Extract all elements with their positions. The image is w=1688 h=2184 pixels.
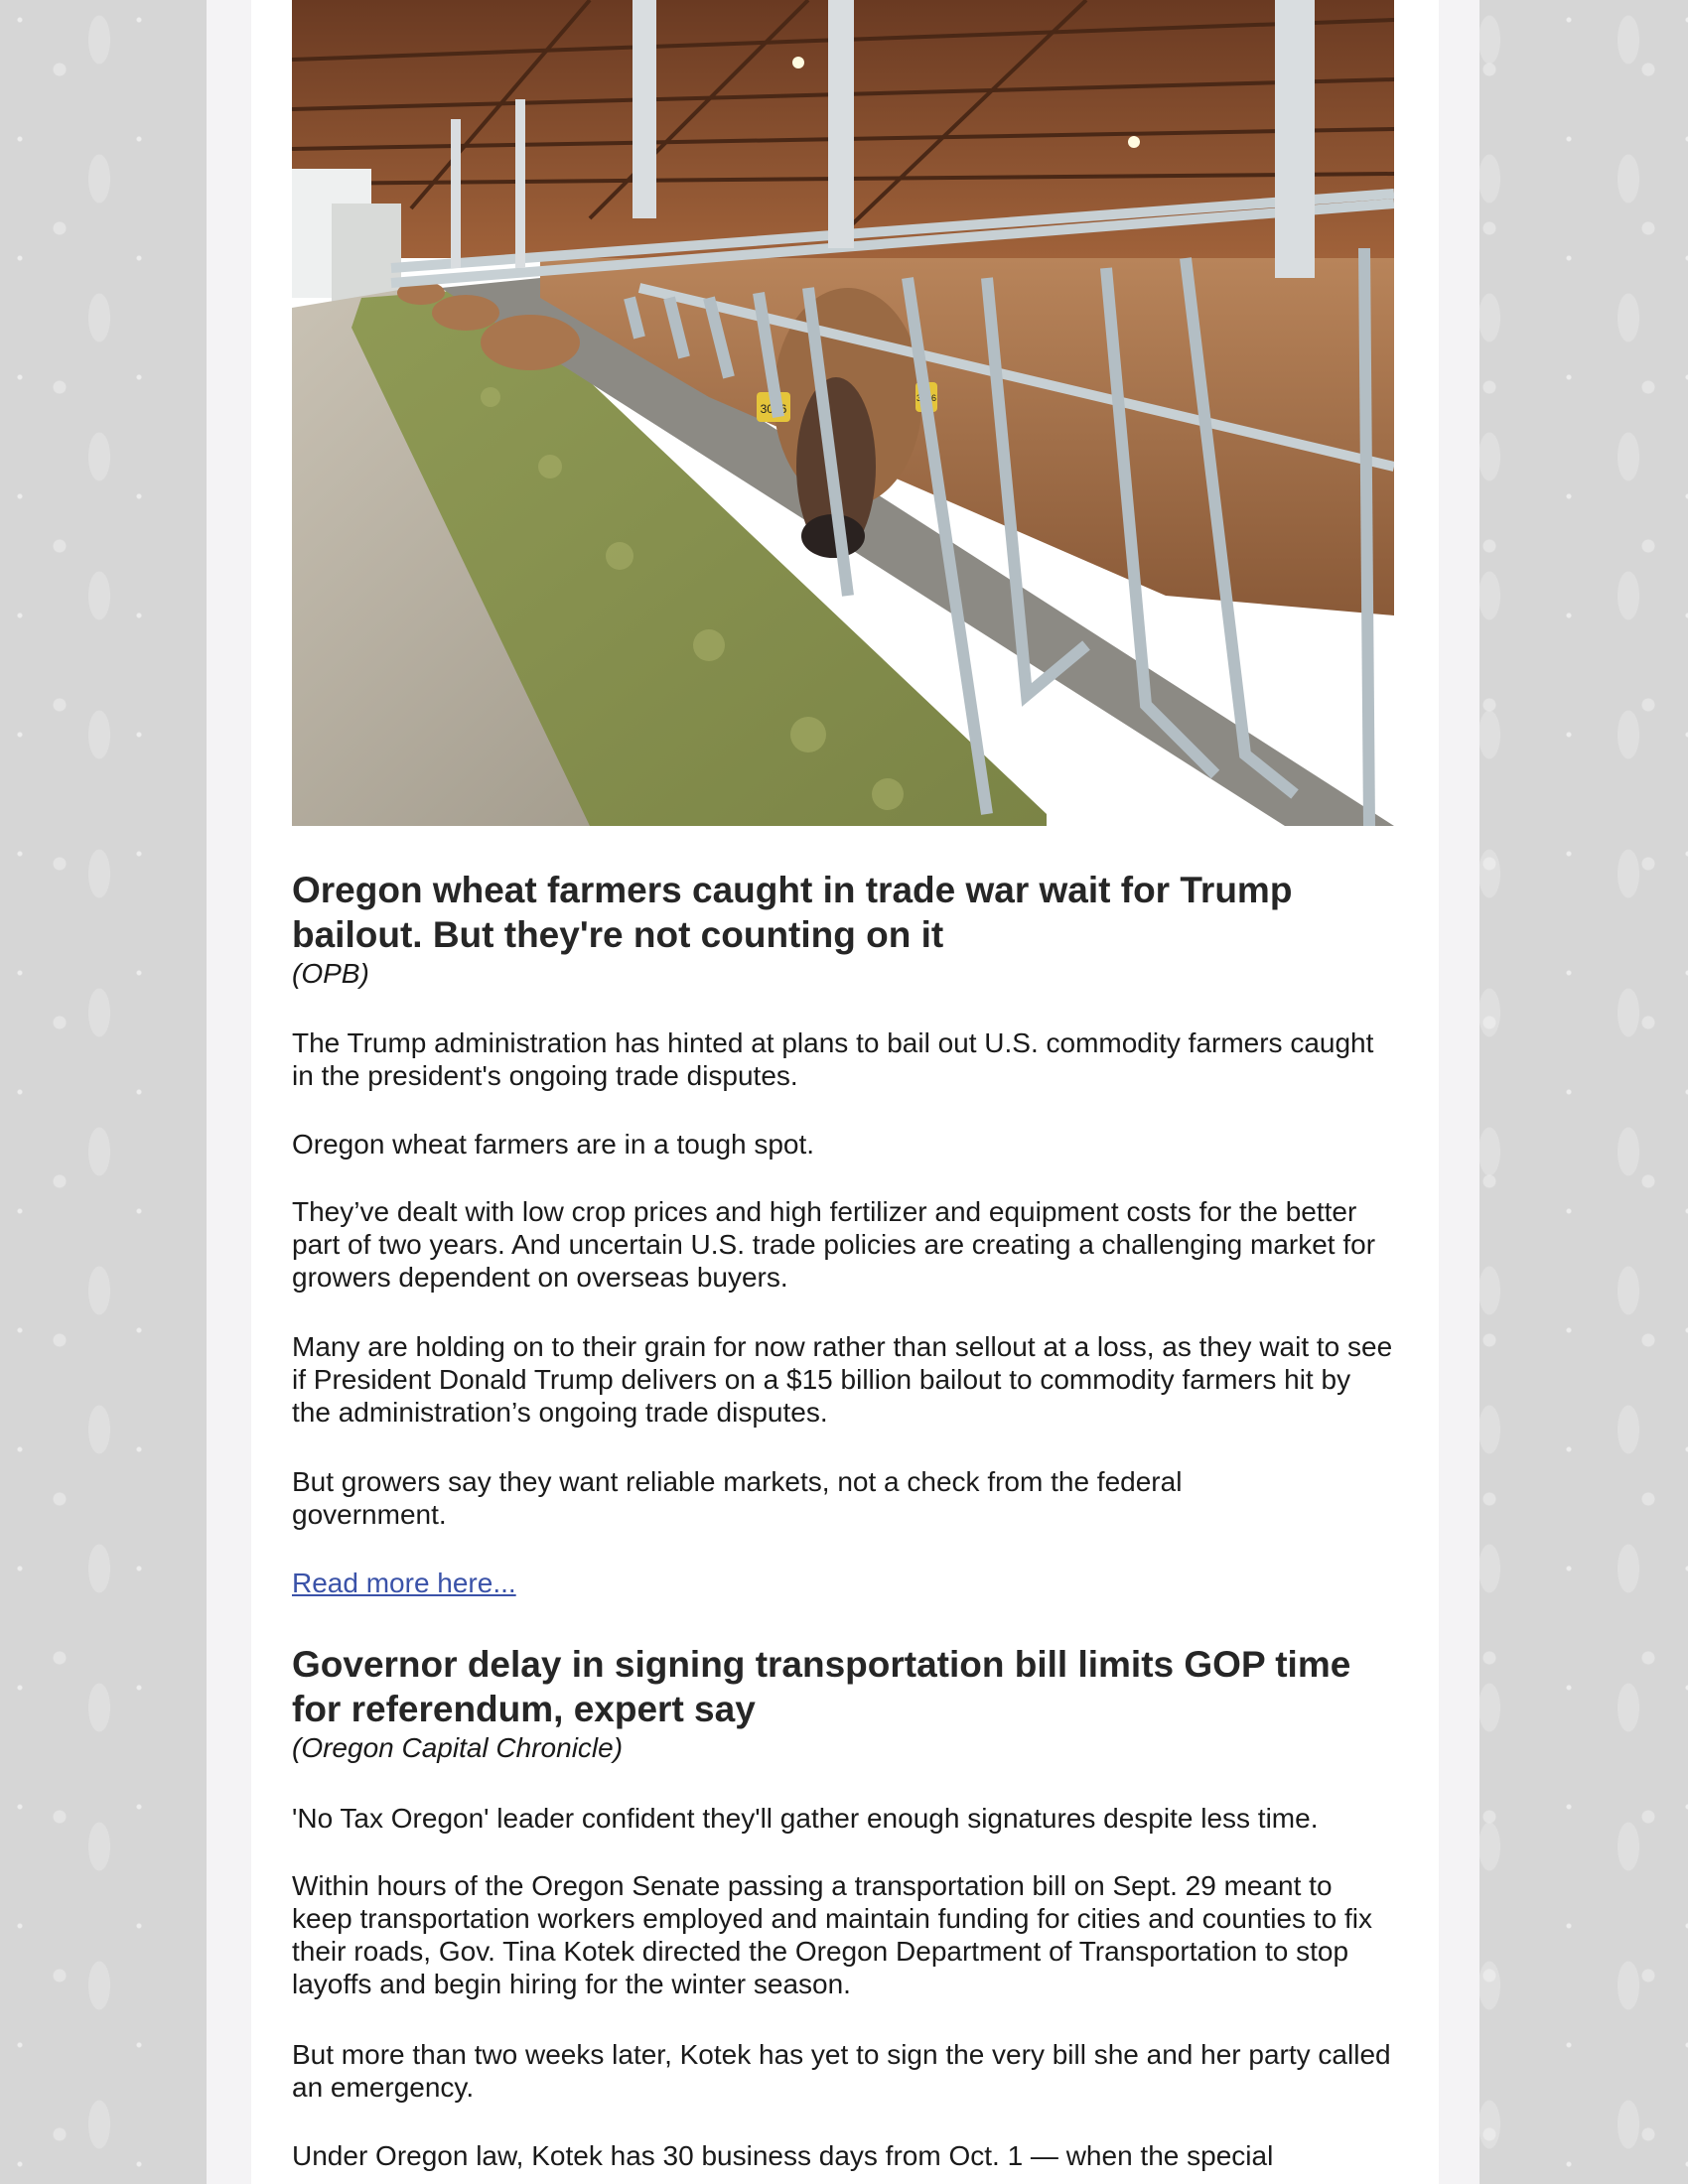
article-1-title: Oregon wheat farmers caught in trade war wait for Trump bailout. But they're not counting on it xyxy=(292,870,1293,955)
article-1-paragraph-2: Oregon wheat farmers are in a tough spot. xyxy=(292,1129,815,1160)
article-1-paragraph-1: The Trump administration has hinted at plans to bail out U.S. commodity farmers caught in the president's ongoing trade disputes. xyxy=(292,1027,1374,1091)
ear-tag-right-label: 3086 xyxy=(915,393,937,403)
article-1-paragraph-3: They’ve dealt with low crop prices and high fertilizer and equipment costs for the better part of two years. And uncertain U.S. trade policies are creating a challenging market for growers dependent on overseas buyers. xyxy=(292,1196,1376,1293)
dairy-barn-photo xyxy=(292,0,1394,826)
article-1-paragraph-5: But growers say they want reliable markets, not a check from the federal government. xyxy=(292,1466,1183,1530)
newsletter-content xyxy=(292,0,1394,2171)
article-1 xyxy=(292,868,1394,990)
article-2 xyxy=(292,1642,1394,1764)
read-more-link[interactable]: Read more here... xyxy=(292,1568,516,1598)
ear-tag-left-label: 3086 xyxy=(760,402,787,416)
article-2-source: (Oregon Capital Chronicle) xyxy=(292,1732,624,1763)
article-2-paragraph-1: 'No Tax Oregon' leader confident they'll gather enough signatures despite less time. xyxy=(292,1803,1319,1834)
article-2-title: Governor delay in signing transportation bill limits GOP time for referendum, expert say xyxy=(292,1644,1351,1729)
article-1-paragraph-4: Many are holding on to their grain for now rather than sellout at a loss, as they wait to see if President Donald Trump delivers on a $15 billion bailout to commodity farmers hit by the administration’s ongoing trade disputes. xyxy=(292,1331,1393,1428)
article-1-source: (OPB) xyxy=(292,958,369,989)
article-2-paragraph-3: But more than two weeks later, Kotek has yet to sign the very bill she and her party called an emergency. xyxy=(292,2039,1391,2103)
article-2-paragraph-2: Within hours of the Oregon Senate passing a transportation bill on Sept. 29 meant to keep transportation workers employed and maintain funding for cities and counties to fix their roads, Gov. Tina Kotek directed the Oregon Department of Transportation to stop layoffs and begin hiring for the winter season. xyxy=(292,1870,1372,1999)
article-2-paragraph-4: Under Oregon law, Kotek has 30 business days from Oct. 1 — when the special xyxy=(292,2140,1274,2171)
